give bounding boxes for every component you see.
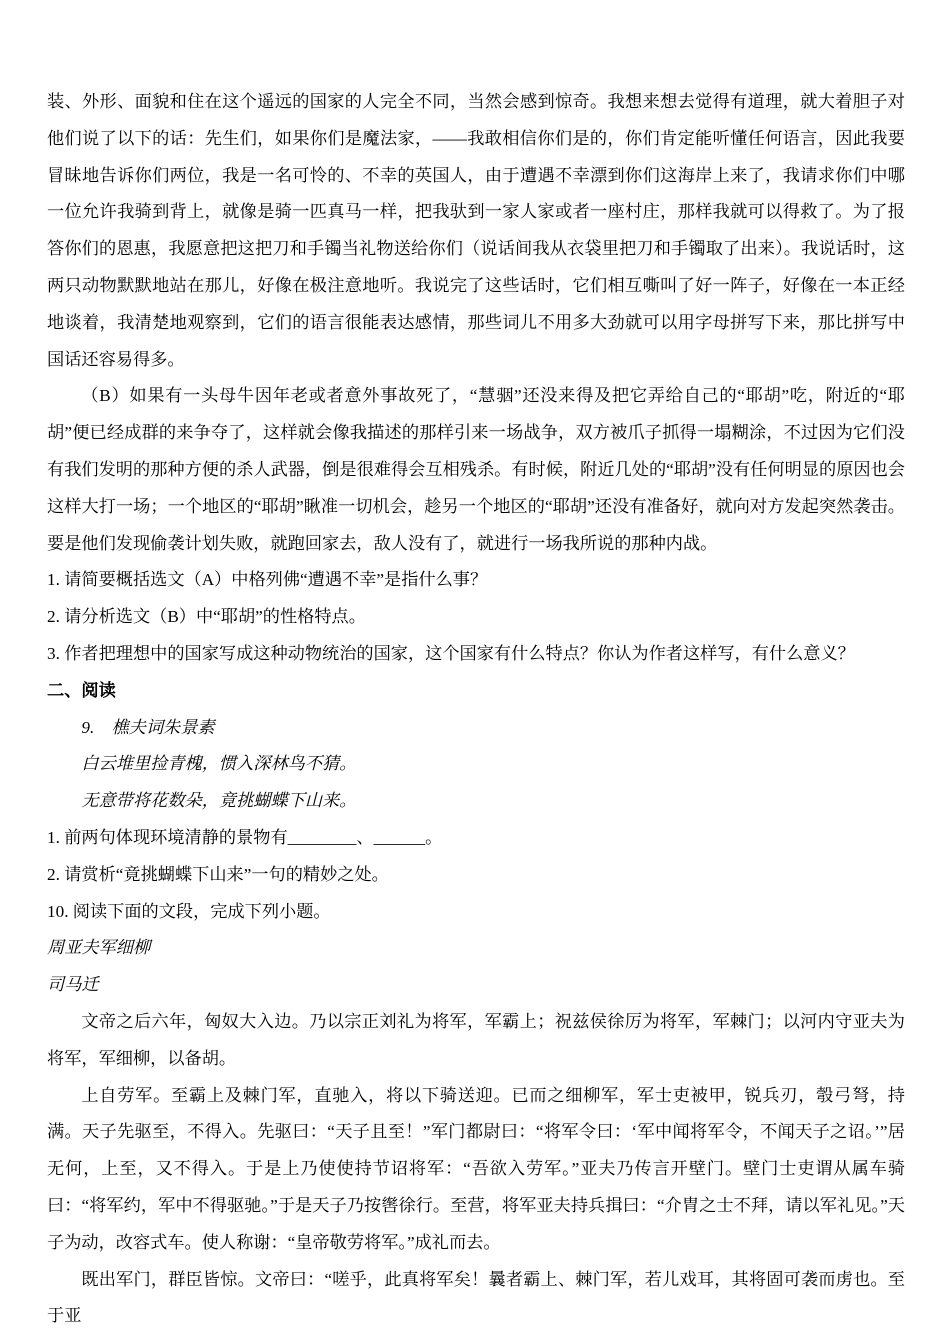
poem-header: 9. 樵夫词朱景素 xyxy=(81,717,215,737)
question-2: 2. 请分析选文（B）中“耶胡”的性格特点。 xyxy=(47,607,366,627)
passage-author: 司马迁 xyxy=(47,975,99,995)
paragraph-b: （B）如果有一头母牛因年老或者意外事故死了，“慧骃”还没来得及把它弄给自己的“耶胡”吃，附近的“耶胡”便已经成群的来争夺了，这样就会像我描述的那样引来一场战争，双方被爪子抓得一塌糊涂，不过因为它们没有我们发明的那种方便的杀人武器，倒是很难得会互相残杀。有时候，附近几处的“耶胡”没有任何明显的原因也会这样大打一场；一个地区的“耶胡”瞅准一切机会，趁另一个地区的“耶胡”还没有准备好，就向对方发起突然袭击。要是他们发现偷袭计划失败，就跑回家去，敌人没有了，就进行一场我所说的那种内战。 xyxy=(47,386,905,553)
section-heading-reading: 二、阅读 xyxy=(47,680,116,700)
question-3: 3. 作者把理想中的国家写成这种动物统治的国家，这个国家有什么特点？你认为作者这样写，有什么意义？ xyxy=(47,643,855,663)
poem-question-2: 2. 请赏析“竟挑蝴蝶下山来”一句的精妙之处。 xyxy=(47,864,389,884)
poem-line-1: 白云堆里捡青槐，惯入深林鸟不猜。 xyxy=(81,754,357,774)
passage-paragraph-1: 文帝之后六年，匈奴大入边。乃以宗正刘礼为将军，军霸上；祝兹侯徐厉为将军，军棘门；以河内守亚夫为将军，军细柳，以备胡。 xyxy=(47,1011,905,1068)
passage-title: 周亚夫军细柳 xyxy=(47,938,151,958)
poem-line-2: 无意带将花数朵，竟挑蝴蝶下山来。 xyxy=(81,791,357,811)
passage-paragraph-3: 既出军门，群臣皆惊。文帝曰：“嗟乎，此真将军矣！曩者霸上、棘门军，若儿戏耳，其将固可袭而虏也。至于亚 xyxy=(47,1269,905,1326)
question-10-prompt: 10. 阅读下面的文段，完成下列小题。 xyxy=(47,901,331,921)
question-1: 1. 请简要概括选文（A）中格列佛“遭遇不幸”是指什么事？ xyxy=(47,570,488,590)
paragraph-a-continuation: 装、外形、面貌和住在这个遥远的国家的人完全不同，当然会感到惊奇。我想来想去觉得有道理，就大着胆子对他们说了以下的话：先生们，如果你们是魔法家，——我敢相信你们是的，你们肯定能听懂任何语言，因此我要冒昧地告诉你们两位，我是一名可怜的、不幸的英国人，由于遭遇不幸漂到你们这海岸上来了，我请求你们中哪一位允许我骑到背上，就像是骑一匹真马一样，把我驮到一家人家或者一座村庄，那样我就可以得救了。为了报答你们的恩惠，我愿意把这把刀和手镯当礼物送给你们（说话间我从衣袋里把刀和手镯取了出来）。我说话时，这两只动物默默地站在那儿，好像在极注意地听。我说完了这些话时，它们相互嘶叫了好一阵子，好像在一本正经地谈着，我清楚地观察到，它们的语言很能表达感情，那些词儿不用多大劲就可以用字母拼写下来，那比拼写中国话还容易得多。 xyxy=(47,92,905,369)
passage-paragraph-2: 上自劳军。至霸上及棘门军，直驰入，将以下骑送迎。已而之细柳军，军士吏被甲，锐兵刃，彀弓弩，持满。天子先驱至，不得入。先驱曰：“天子且至！”军门都尉曰：“将军令曰：‘军中闻将军令，不闻天子之诏。’”居无何，上至，又不得入。于是上乃使使持节诏将军：“吾欲入劳军。”亚夫乃传言开壁门。壁门士吏谓从属车骑曰：“将军约，军中不得驱驰。”于是天子乃按辔徐行。至营，将军亚夫持兵揖曰：“介胄之士不拜，请以军礼见。”天子为动，改容式车。使人称谢：“皇帝敬劳将军。”成礼而去。 xyxy=(47,1085,905,1252)
poem-question-1: 1. 前两句体现环境清静的景物有________、______。 xyxy=(47,827,443,847)
